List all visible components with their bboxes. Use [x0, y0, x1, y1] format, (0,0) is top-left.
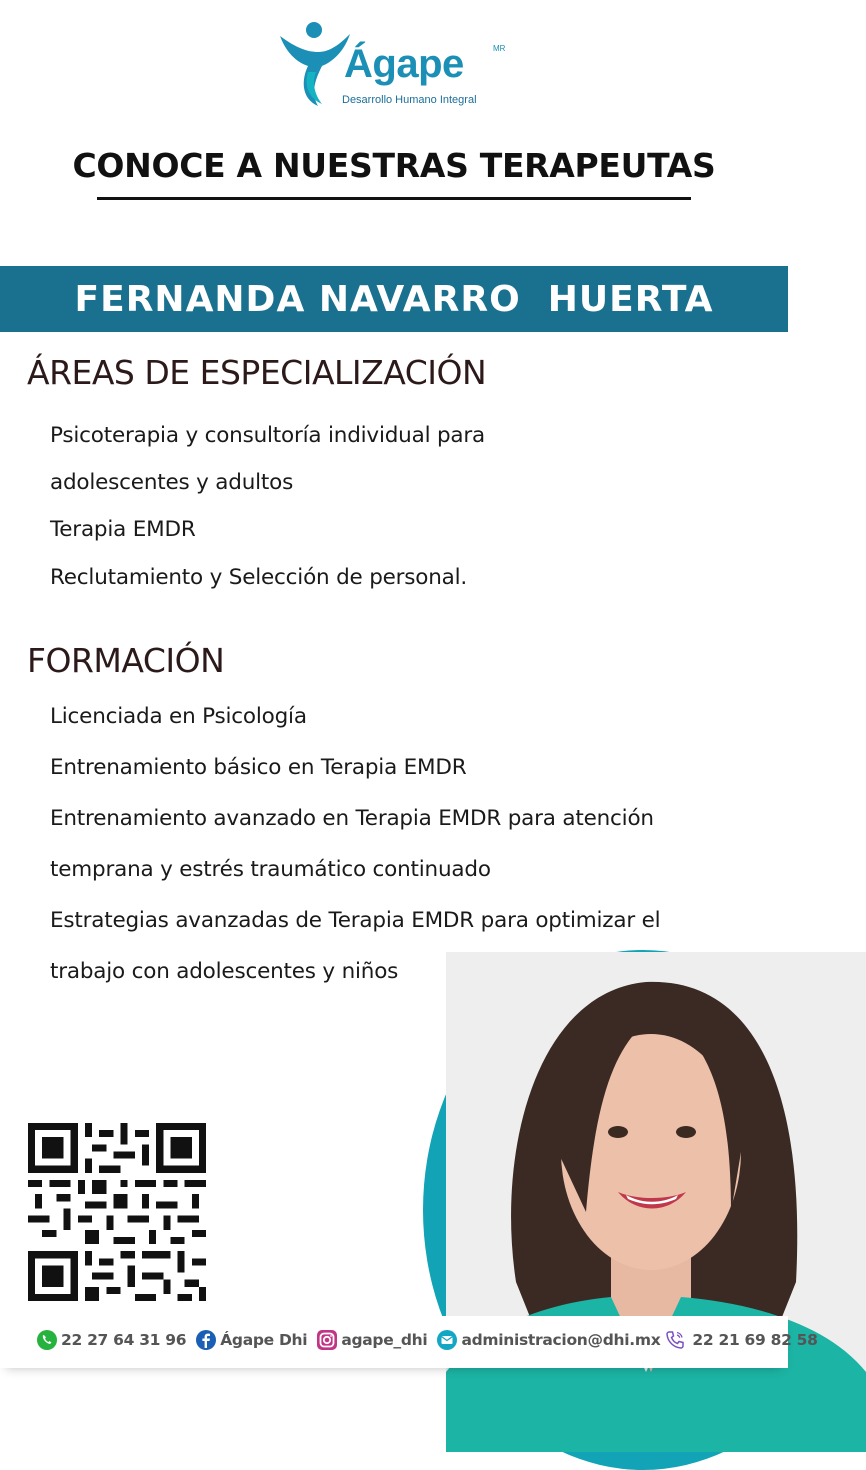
brand-tagline: Desarrollo Humano Integral [342, 94, 477, 106]
brand-trademark: MR [493, 44, 506, 53]
phone-number[interactable]: 22 21 69 82 58 [692, 1331, 818, 1349]
specialization-item: Reclutamiento y Selección de personal. [50, 565, 468, 590]
education-item: trabajo con adolescentes y niños [50, 959, 399, 984]
title-underline [97, 197, 691, 200]
education-title: FORMACIÓN [27, 641, 225, 680]
specialization-item: Terapia EMDR [50, 517, 196, 542]
therapist-photo [446, 952, 866, 1452]
education-item: Entrenamiento básico en Terapia EMDR [50, 755, 467, 780]
whatsapp-icon [36, 1329, 58, 1351]
brand-name: Ágape [344, 42, 464, 86]
qr-code[interactable] [28, 1123, 206, 1301]
specialization-item: adolescentes y adultos [50, 470, 294, 495]
brand-logo [278, 18, 518, 113]
page-title: CONOCE A NUESTRAS TERAPEUTAS [72, 146, 716, 185]
education-item: Estrategias avanzadas de Terapia EMDR para optimizar el [50, 908, 661, 933]
contact-row [36, 1329, 818, 1351]
specialization-item: Psicoterapia y consultoría individual para [50, 423, 486, 448]
education-item: temprana y estrés traumático continuado [50, 857, 491, 882]
therapist-name: FERNANDA NAVARRO HUERTA [74, 279, 714, 320]
phone-icon [664, 1329, 686, 1351]
whatsapp-number[interactable]: 22 27 64 31 96 [61, 1331, 187, 1349]
education-item: Entrenamiento avanzado en Terapia EMDR para atención [50, 806, 654, 831]
facebook-icon [195, 1329, 217, 1351]
specializations-title: ÁREAS DE ESPECIALIZACIÓN [27, 353, 487, 392]
email-address[interactable]: administracion@dhi.mx [461, 1331, 661, 1349]
facebook-handle[interactable]: Ágape Dhi [220, 1331, 308, 1349]
instagram-handle[interactable]: agape_dhi [341, 1331, 428, 1349]
instagram-icon [316, 1329, 338, 1351]
mail-icon [436, 1329, 458, 1351]
education-item: Licenciada en Psicología [50, 704, 307, 729]
